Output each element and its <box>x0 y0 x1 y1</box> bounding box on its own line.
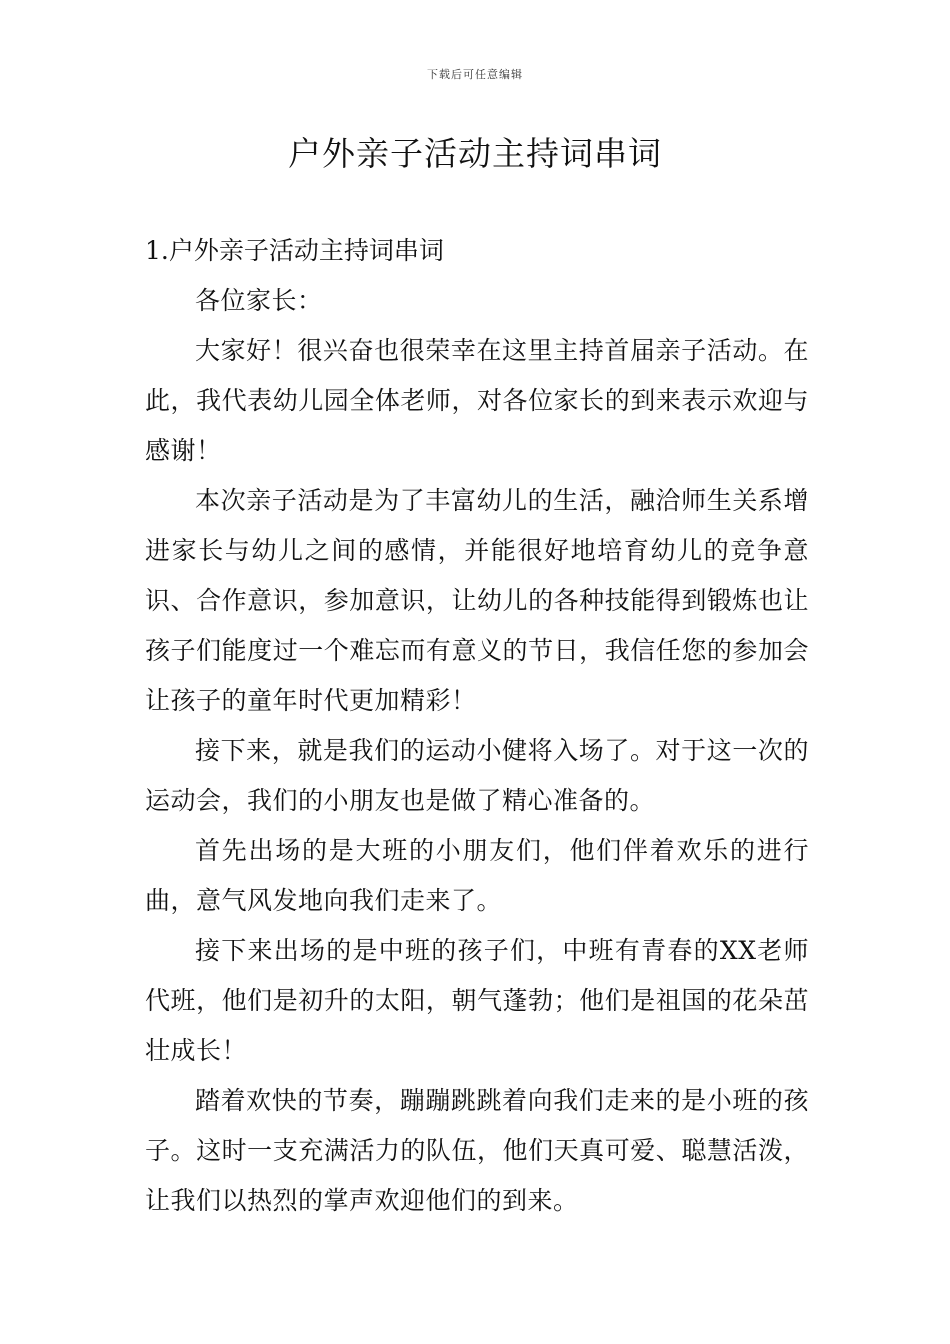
paragraph-middle-class: 接下来出场的是中班的孩子们，中班有青春的XX老师代班，他们是初升的太阳，朝气蓬勃；他们是祖国的花朵茁壮成长！ <box>145 936 809 1065</box>
document-body <box>145 226 809 1226</box>
paragraph-entrance: 接下来，就是我们的运动小健将入场了。对于这一次的运动会，我们的小朋友也是做了精心准备的。 <box>145 736 809 815</box>
header-note: 下载后可任意编辑 <box>427 68 523 81</box>
document-title: 户外亲子活动主持词串词 <box>288 134 662 173</box>
paragraph-greeting: 各位家长： <box>195 286 323 315</box>
section-heading: 1.户外亲子活动主持词串词 <box>145 236 444 265</box>
paragraph-senior-class: 首先出场的是大班的小朋友们，他们伴着欢乐的进行曲，意气风发地向我们走来了。 <box>145 836 809 915</box>
paragraph-welcome: 大家好！很兴奋也很荣幸在这里主持首届亲子活动。在此，我代表幼儿园全体老师，对各位家长的到来表示欢迎与感谢！ <box>145 336 809 465</box>
paragraph-junior-class: 踏着欢快的节奏，蹦蹦跳跳着向我们走来的是小班的孩子。这时一支充满活力的队伍，他们天真可爱、聪慧活泼，让我们以热烈的掌声欢迎他们的到来。 <box>145 1086 809 1215</box>
paragraph-purpose: 本次亲子活动是为了丰富幼儿的生活，融洽师生关系增进家长与幼儿之间的感情，并能很好地培育幼儿的竞争意识、合作意识，参加意识，让幼儿的各种技能得到锻炼也让孩子们能度过一个难忘而有意义的节日，我信任您的参加会让孩子的童年时代更加精彩！ <box>145 486 809 715</box>
